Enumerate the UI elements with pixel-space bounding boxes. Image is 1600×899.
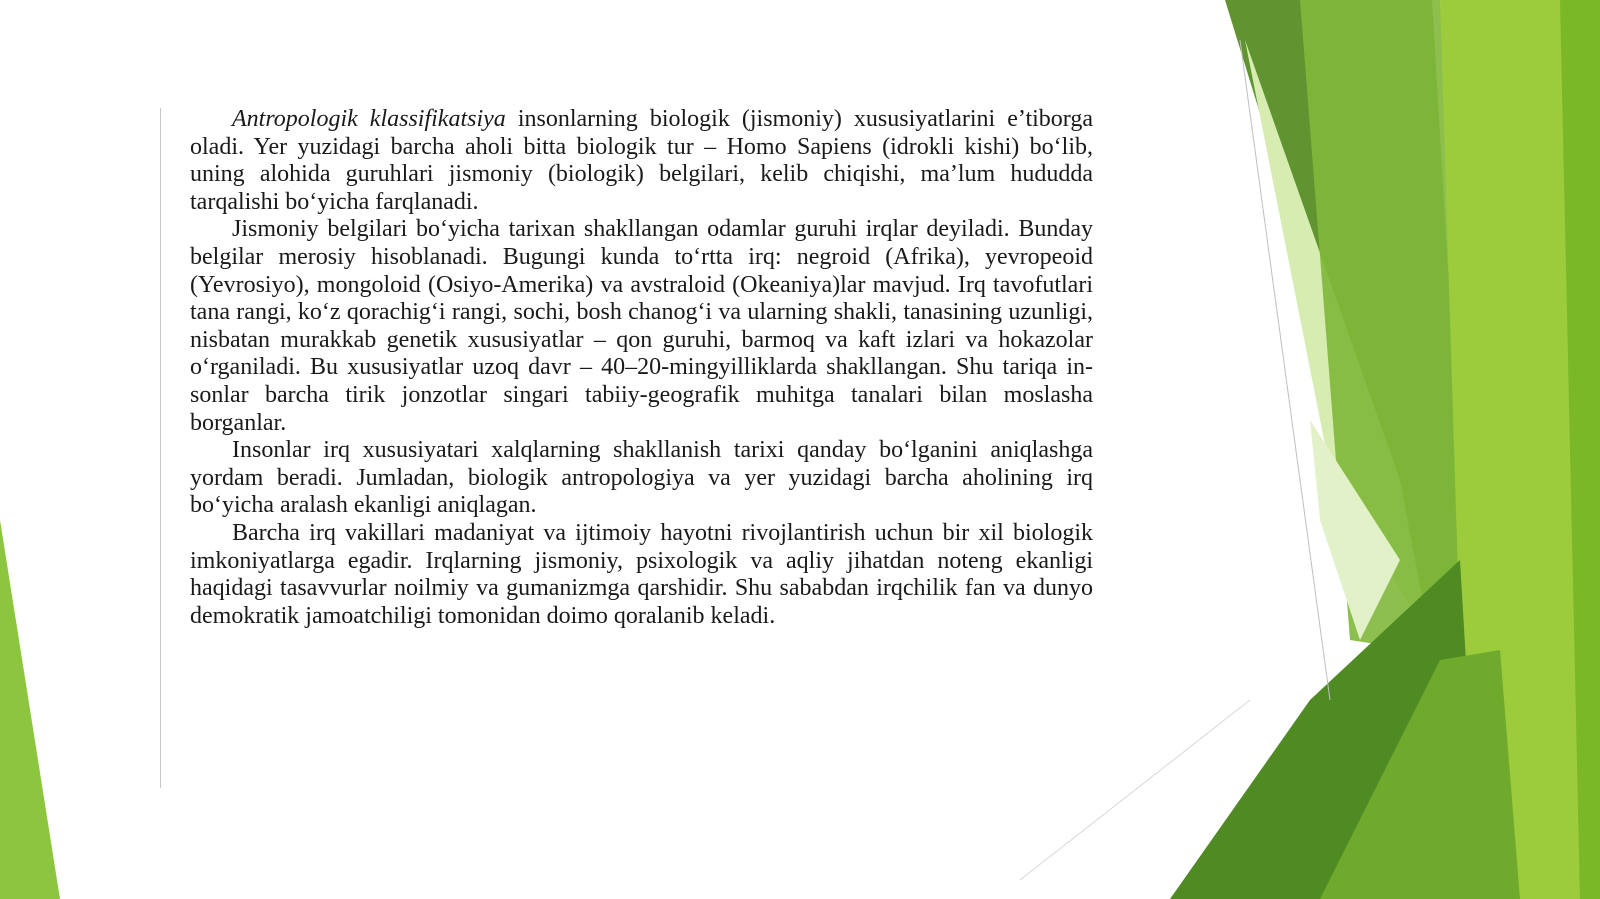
document-body <box>190 106 1093 630</box>
paragraph-1 <box>190 106 1093 216</box>
paragraph-3: Insonlar irq xususiyatari xalqlarning shakllanish tarixi qanday bo‘lganini aniqlashga yordam beradi. Jumladan, biologik antropologiya va yer yuzidagi barcha aholining irq bo‘yicha aralash ekanligi aniqlagan. <box>190 437 1093 519</box>
left-green-wedge <box>0 520 60 899</box>
paragraph-2: Jismoniy belgilari bo‘yicha tarixan shakllangan odamlar guruhi irqlar deyiladi. Bunday belgilar merosiy hisoblanadi. Bugungi kunda to‘rtta irq: negroid (Afrika), yevropeoid (Yevrosiyo), mongoloid (Osiyo-Amerika) va avstraloid (Okeaniya)lar mavjud. Irq tavofutlari tana rangi, ko‘z qorachig‘i rangi, sochi, bosh chanog‘i va ularning shakli, tanasining uzunligi, nisbatan murakkab genetik xususiyatlar – qon guruhi, barmoq va kaft izlari va hokazolar o‘rganiladi. Bu xususiyatlar uzoq davr – 40–20-mingyilliklarda shakllangan. Shu tariqa insonlar barcha tirik jonzotlar singari tabiiy-geografik muhitga tanalari bilan moslasha borganlar. <box>190 216 1093 436</box>
paragraph-1-text: insonlarning biologik (jismoniy) xususiyatlarini e’tiborga oladi. Yer yuzidagi barcha aholi bitta biologik tur – Homo Sapiens (idrokli kishi) bo‘lib, uning alohida guruhlari jismoniy (biologik) belgilari, kelib chiqishi, ma’lum hududda tarqalishi bo‘yicha farqlanadi. <box>190 106 1093 215</box>
term-italic: Antropologik klassifikatsiya <box>232 106 506 132</box>
paragraph-4: Barcha irq vakillari madaniyat va ijtimoiy hayotni rivojlantirish uchun bir xil biologik imkoniyatlarga egadir. Irqlarning jismoniy, psixologik va aqliy jihatdan noteng ekanligi haqidagi tasavvurlar noilmiy va gumanizmga qarshidir. Shu sababdan irqchilik fan va dunyo demokratik jamoatchiligi tomonidan doimo qoralanib keladi. <box>190 519 1093 629</box>
